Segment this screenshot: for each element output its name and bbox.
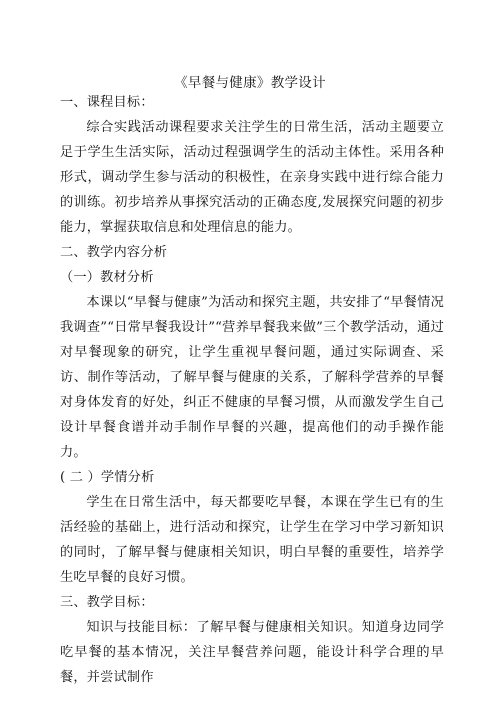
document-body <box>60 90 444 690</box>
textbook-analysis-paragraph: 本课以“早餐与健康”为活动和探究主题，共安排了“早餐情况我调查”“日常早餐我设计”“营养早餐我来做”三个教学活动，通过对早餐现象的研究，让学生重视早餐问题，通过实际调查、采访、制作等活动，了解早餐与健康的关系，了解科学营养的早餐对身体发育的好处，纠正不健康的早餐习惯，从而激发学生自己设计早餐食谱并动手制作早餐的兴趣，提高他们的动手操作能力。 <box>60 295 444 460</box>
subheading-student-analysis: ( 二 ）学情分析 <box>60 470 155 485</box>
student-analysis-paragraph: 学生在日常生活中，每天都要吃早餐，本课在学生已有的生活经验的基础上，进行活动和探究，让学生在学习中学习新知识的同时，了解早餐与健康相关知识，明白早餐的重要性，培养学生吃早餐的良好习惯。 <box>60 495 444 585</box>
section-heading-teaching-goals: 三、教学目标： <box>60 595 154 610</box>
subheading-textbook-analysis: （一）教材分析 <box>60 270 154 285</box>
teaching-goals-paragraph: 知识与技能目标：了解早餐与健康相关知识。知道身边同学吃早餐的基本情况，关注早餐营养问题，能设计科学合理的早餐，并尝试制作 <box>60 620 444 685</box>
section-heading-course-goals: 一、课程目标： <box>60 95 154 110</box>
course-goals-paragraph: 综合实践活动课程要求关注学生的日常生活，活动主题要立足于学生生活实际，活动过程强调学生的活动主体性。采用各种形式，调动学生参与活动的积极性，在亲身实践中进行综合能力的训练。初步培养从事探究活动的正确态度,发展探究问题的初步能力，掌握获取信息和处理信息的能力。 <box>60 120 444 235</box>
section-heading-content-analysis: 二、教学内容分析 <box>60 245 168 260</box>
document-title: 《早餐与健康》教学设计 <box>174 75 326 91</box>
